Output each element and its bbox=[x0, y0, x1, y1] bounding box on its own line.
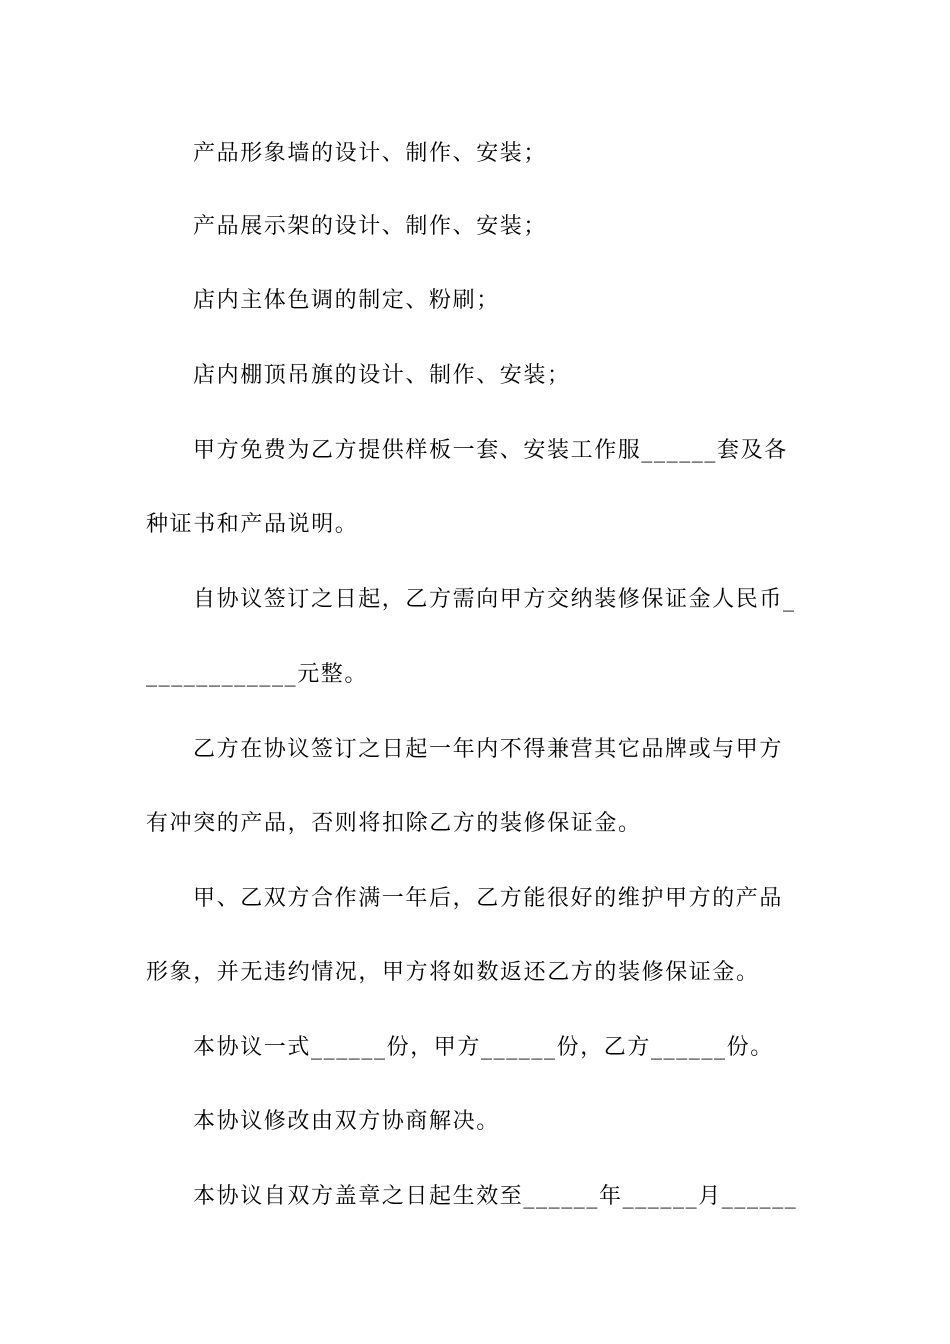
paragraph-line: 产品展示架的设计、制作、安装； bbox=[193, 214, 548, 239]
paragraph-line: 甲、乙双方合作满一年后，乙方能很好的维护甲方的产品 bbox=[193, 886, 784, 911]
paragraph-line: ____________元整。 bbox=[146, 662, 369, 687]
paragraph-line: 本协议自双方盖章之日起生效至______年______月______ bbox=[193, 1184, 798, 1209]
paragraph-line: 种证书和产品说明。 bbox=[146, 512, 359, 537]
paragraph-line: 自协议签订之日起，乙方需向甲方交纳装修保证金人民币_ bbox=[193, 587, 796, 612]
paragraph-line: 产品形象墙的设计、制作、安装； bbox=[193, 141, 548, 166]
paragraph-line: 乙方在协议签订之日起一年内不得兼营其它品牌或与甲方 bbox=[193, 737, 784, 762]
paragraph-line: 形象，并无违约情况，甲方将如数返还乙方的装修保证金。 bbox=[146, 960, 760, 985]
paragraph-line: 有冲突的产品，否则将扣除乙方的装修保证金。 bbox=[146, 811, 642, 836]
paragraph-line: 店内棚顶吊旗的设计、制作、安装； bbox=[193, 363, 571, 388]
paragraph-line: 本协议一式______份，甲方______份，乙方______份。 bbox=[193, 1035, 774, 1060]
paragraph-line: 甲方免费为乙方提供样板一套、安装工作服______套及各 bbox=[193, 438, 788, 463]
paragraph-line: 本协议修改由双方协商解决。 bbox=[193, 1109, 500, 1134]
paragraph-line: 店内主体色调的制定、粉刷； bbox=[193, 288, 500, 313]
